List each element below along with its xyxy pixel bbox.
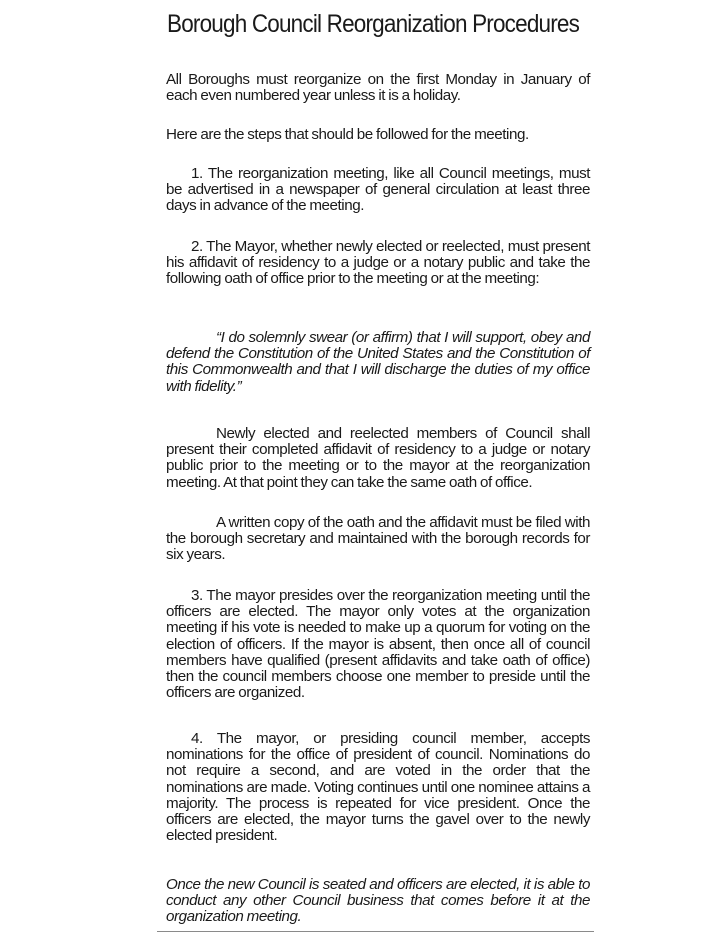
step-4-paragraph: 4. The mayor, or presiding council member, accepts nominations for the office of president of council. Nominations do not require a second, and are voted in the order that the nominations are made. Voting continues until one nominee attains a majority. The process is repeated for vice president. Once the officers are elected, the mayor turns the gavel over to the newly elected president. <box>166 730 590 845</box>
page-title: Borough Council Reorganization Procedures <box>167 10 580 38</box>
step-2-paragraph: 2. The Mayor, whether newly elected or reelected, must present his affidavit of residency to a judge or a notary public and take the following oath of office prior to the meeting or at the meeting: <box>166 238 590 288</box>
step-3-paragraph: 3. The mayor presides over the reorganization meeting until the officers are elected. The mayor only votes at the organization meeting if his vote is needed to make up a quorum for voting on the election of officers. If the mayor is absent, then once all of council members have qualified (present affidavits and take oath of office) then the council members choose one member to preside until the officers are organized. <box>166 587 590 702</box>
written-copy-paragraph: A written copy of the oath and the affidavit must be filed with the borough secretary and maintained with the borough records for six years. <box>166 514 590 564</box>
council-members-paragraph: Newly elected and reelected members of Council shall present their completed affidavit of residency to a judge or notary public prior to the meeting or to the mayor at the reorganization meeting. At that point they can take the same oath of office. <box>166 425 590 491</box>
steps-intro-paragraph: Here are the steps that should be followed for the meeting. <box>166 126 529 143</box>
intro-paragraph: All Boroughs must reorganize on the first Monday in January of each even numbered year unless it is a holiday. <box>166 71 590 105</box>
step-1-paragraph: 1. The reorganization meeting, like all Council meetings, must be advertised in a newspaper of general circulation at least three days in advance of the meeting. <box>166 165 590 215</box>
oath-quote: “I do solemnly swear (or affirm) that I will support, obey and defend the Constitution of the United States and the Constitution of this Commonwealth and that I will discharge the duties of my office with fidelity.” <box>166 329 590 395</box>
bottom-divider <box>157 931 594 932</box>
closing-paragraph: Once the new Council is seated and officers are elected, it is able to conduct any other Council business that comes before it at the organization meeting. <box>166 876 590 926</box>
